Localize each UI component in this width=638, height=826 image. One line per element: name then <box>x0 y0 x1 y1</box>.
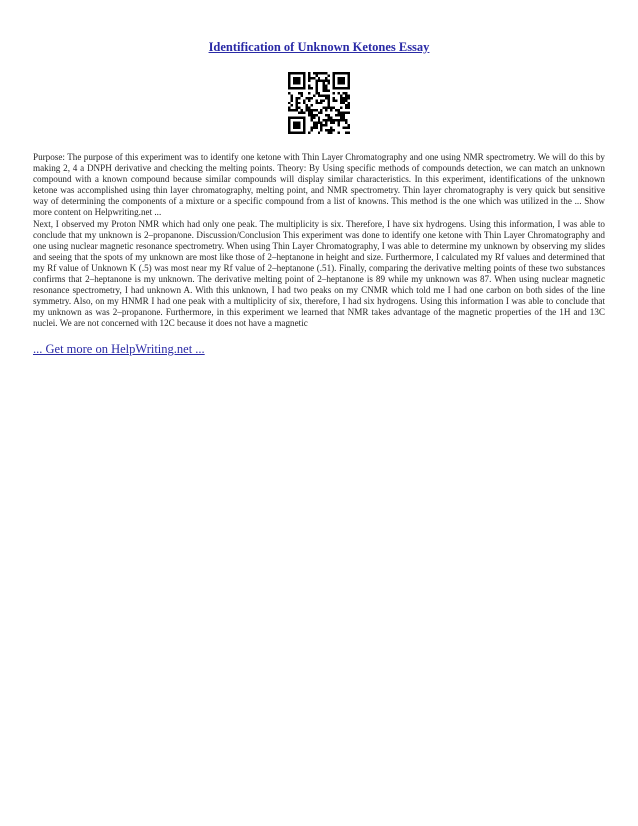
essay-paragraph-1: Purpose: The purpose of this experiment was to identify one ketone with Thin Layer Chromatography and one using NMR spectrometry. We will do this by making 2, 4 a DNPH derivative and checking the melting points. Theory: By Using specific methods of compounds detection, we can match an unknown compound with a known compound because similar compounds will display similar characteristics. In this experiment, identifications of the unknown ketone was accomplished using thin layer chromatography, melting point, and NMR spectrometry. Thin layer chromatography is very quick but sensitive way of determining the components of a mixture or a specific compound from a list of knowns. This method is the one which was utilized in the ... Show more content on Helpwriting.net ... <box>33 152 605 218</box>
qr-code-icon <box>288 72 350 134</box>
essay-paragraph-2: Next, I observed my Proton NMR which had only one peak. The multiplicity is six. Therefore, I have six hydrogens. Using this information, I was able to conclude that my unknown is 2–propanone. Discussion/Conclusion This experiment was done to identify one ketone with Thin Layer Chromatography and one using nuclear magnetic resonance spectrometry. When using Thin Layer Chromatography, I was able to determine my unknown by observing my slides and seeing that the spots of my unknown are most like those of 2–heptanone in height and size. Furthermore, I calculated my Rf values and determined that my Rf value of Unknown K (.5) was most near my Rf value of 2–heptanone (.51). Finally, comparing the derivative melting points of these two substances confirms that 2–heptanone is my unknown. The derivative melting point of 2–heptanone is 89 while my unknown was 87. When using nuclear magnetic resonance spectrometry, I had unknown A. With this unknown, I had two peaks on my CNMR which told me I had one carbon on both sides of the line symmetry. Also, on my HNMR I had one peak with a multiplicity of six, therefore, I had six hydrogens. Using this information I was able to conclude that my unknown as was 2–propanone. Furthermore, in this experiment we learned that NMR takes advantage of the magnetic properties of the 1H and 13C nuclei. We are not concerned with 12C because it does not have a magnetic <box>33 218 605 329</box>
essay-body <box>33 152 605 330</box>
get-more-link[interactable]: ... Get more on HelpWriting.net ... <box>33 342 205 356</box>
document-title[interactable]: Identification of Unknown Ketones Essay <box>208 40 430 54</box>
